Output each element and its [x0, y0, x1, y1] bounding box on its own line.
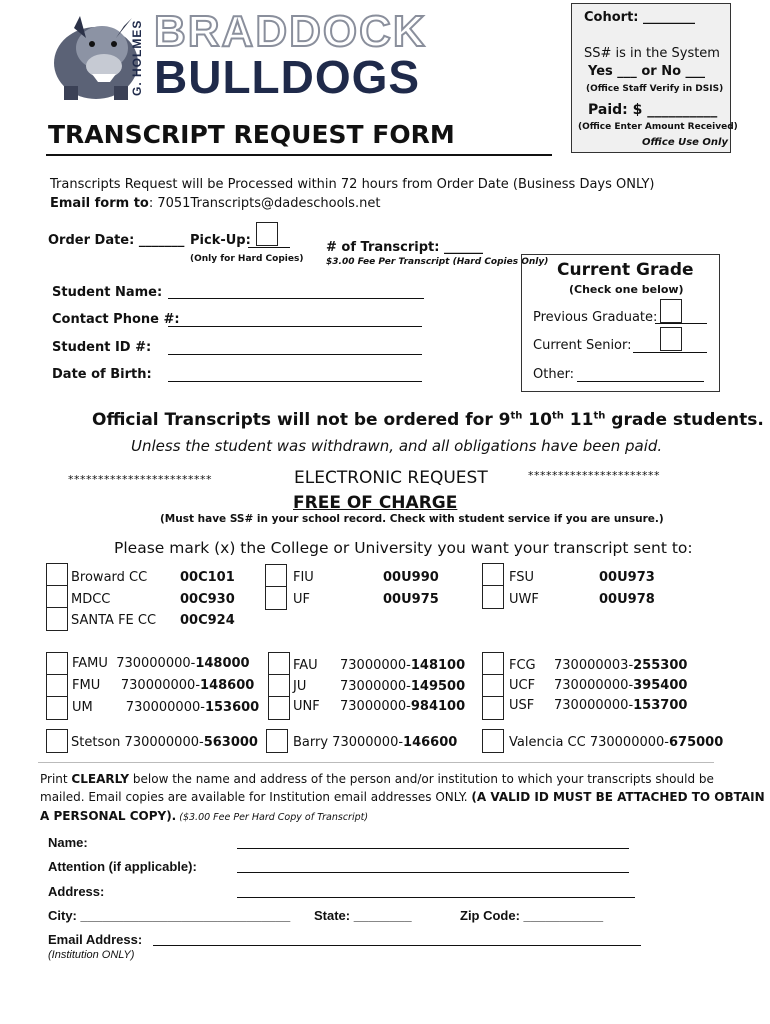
- bulldog-mascot-icon: [44, 8, 144, 103]
- address-input[interactable]: [237, 897, 635, 898]
- santafe-code: 00C924: [180, 613, 235, 628]
- sup-9: th: [510, 410, 523, 422]
- current-senior-checkbox[interactable]: [660, 327, 682, 351]
- print-g: ($3.00 Fee Per Hard Copy of Transcript): [176, 812, 369, 823]
- official-heading-d: grade students.: [605, 410, 764, 430]
- fmu-checkbox[interactable]: [46, 674, 68, 698]
- email-value: : 7051Transcripts@dadeschools.net: [148, 196, 381, 211]
- cohort-field[interactable]: Cohort: ________: [584, 10, 696, 25]
- usf-checkbox[interactable]: [482, 696, 504, 720]
- um-name: UM: [72, 700, 93, 715]
- contact-phone-label: Contact Phone #:: [52, 312, 180, 327]
- stars-right: **********************: [528, 469, 660, 482]
- address-label: Address:: [48, 884, 105, 899]
- fmu-entry: [72, 678, 254, 693]
- ucf-checkbox[interactable]: [482, 674, 504, 698]
- fmu-code: 148600: [200, 678, 255, 693]
- broward-name: Broward CC: [71, 570, 148, 585]
- famu-name: FAMU: [72, 656, 108, 671]
- fau-name: FAU: [293, 658, 318, 673]
- pickup-label: Pick-Up:: [190, 233, 251, 248]
- num-transcript-field[interactable]: # of Transcript: ______: [326, 240, 483, 255]
- official-heading-c: 11: [563, 410, 594, 430]
- institution-only-note: (Institution ONLY): [48, 949, 135, 961]
- student-name-label: Student Name:: [52, 285, 163, 300]
- fee-note: $3.00 Fee Per Transcript (Hard Copies Only): [326, 257, 549, 267]
- fau-code: 148100: [410, 658, 466, 673]
- order-date-field[interactable]: Order Date: _______: [48, 233, 185, 248]
- uwf-checkbox[interactable]: [482, 585, 504, 609]
- usf-name: USF: [509, 698, 535, 713]
- state-field[interactable]: State: ________: [314, 908, 412, 923]
- other-label: Other:: [533, 367, 575, 382]
- current-senior-line: [633, 352, 707, 353]
- student-id-input[interactable]: [168, 354, 422, 355]
- free-of-charge: FREE OF CHARGE: [293, 493, 458, 513]
- stetson-name: Stetson: [71, 735, 121, 750]
- barry-code: 146600: [403, 735, 458, 750]
- ju-code: 149500: [410, 679, 466, 694]
- valencia-pre: 730000000-: [585, 735, 669, 750]
- fmu-name: FMU: [72, 678, 101, 693]
- paid-field[interactable]: Paid: $ __________: [588, 102, 718, 118]
- city-field[interactable]: City: _____________________________: [48, 908, 291, 923]
- stetson-entry: [71, 735, 258, 750]
- famu-entry: [72, 656, 250, 671]
- valencia-entry: [509, 735, 723, 750]
- ju-checkbox[interactable]: [268, 674, 290, 698]
- uf-code: 00U975: [383, 592, 439, 607]
- fau-checkbox[interactable]: [268, 652, 290, 676]
- ss-system-label: SS# is in the System: [584, 46, 720, 61]
- email-notice: [50, 196, 380, 211]
- official-heading-b: 10: [522, 410, 552, 430]
- dob-input[interactable]: [168, 381, 422, 382]
- print-d: mailed. Email copies are available for Institution email addresses ONLY.: [40, 790, 472, 804]
- zip-field[interactable]: Zip Code: ___________: [460, 908, 604, 923]
- uwf-name: UWF: [509, 592, 539, 607]
- processing-notice: Transcripts Request will be Processed within 72 hours from Order Date (Business Days ONLY): [50, 177, 655, 192]
- unf-checkbox[interactable]: [268, 696, 290, 720]
- sup-10: th: [551, 410, 564, 422]
- pickup-line: [248, 247, 290, 248]
- valencia-checkbox[interactable]: [482, 729, 504, 753]
- print-b: CLEARLY: [71, 772, 130, 786]
- fmu-pre: 730000000-: [120, 678, 201, 693]
- mdcc-code: 00C930: [180, 592, 235, 607]
- ucf-number: [554, 678, 687, 693]
- ucf-name: UCF: [509, 678, 536, 693]
- sup-11: th: [593, 410, 606, 422]
- um-code: 153600: [204, 700, 260, 715]
- previous-graduate-line: [655, 323, 707, 324]
- print-f: A PERSONAL COPY).: [40, 809, 177, 823]
- valencia-code: 675000: [668, 735, 724, 750]
- ss-yes-no-field[interactable]: Yes ___ or No ___: [588, 64, 706, 79]
- print-c: below the name and address of the person and/or institution to which your transcripts should be: [129, 772, 714, 786]
- section-divider: [38, 762, 714, 763]
- recipient-name-label: Name:: [48, 835, 88, 850]
- contact-phone-input[interactable]: [168, 326, 422, 327]
- attention-input[interactable]: [237, 872, 629, 873]
- official-heading-a: Official Transcripts will not be ordered for 9: [92, 410, 511, 430]
- barry-checkbox[interactable]: [266, 729, 288, 753]
- dob-label: Date of Birth:: [52, 367, 152, 382]
- uf-name: UF: [293, 592, 310, 607]
- ucf-pre: 730000000-: [554, 678, 634, 693]
- barry-entry: [293, 735, 457, 750]
- fsu-name: FSU: [509, 570, 535, 585]
- stetson-code: 563000: [203, 735, 258, 750]
- fau-pre: 73000000-: [340, 658, 411, 673]
- unf-name: UNF: [293, 699, 320, 714]
- logo-line1: BRADDOCK: [154, 7, 427, 56]
- fcg-number: [554, 658, 687, 673]
- unf-number: [340, 699, 465, 714]
- um-entry: [72, 700, 259, 715]
- broward-code: 00C101: [180, 570, 235, 585]
- title-underline: [46, 154, 552, 156]
- fsu-code: 00U973: [599, 570, 655, 585]
- logo-line2: BULLDOGS: [154, 51, 421, 103]
- fiu-code: 00U990: [383, 570, 439, 585]
- official-heading: [92, 410, 764, 430]
- santafe-checkbox[interactable]: [46, 607, 68, 631]
- student-id-label: Student ID #:: [52, 340, 152, 355]
- ss-verify-note: (Office Staff Verify in DSIS): [586, 84, 724, 94]
- previous-graduate-checkbox[interactable]: [660, 299, 682, 323]
- stetson-pre: 730000000-: [120, 735, 204, 750]
- school-logo: [44, 8, 474, 103]
- fsu-checkbox[interactable]: [482, 563, 504, 587]
- fcg-code: 255300: [633, 658, 688, 673]
- broward-checkbox[interactable]: [46, 563, 68, 587]
- other-input[interactable]: [577, 381, 704, 382]
- print-a: Print: [40, 772, 72, 786]
- um-pre: 730000000-: [125, 700, 205, 715]
- usf-number: [554, 698, 687, 713]
- stars-left: ************************: [68, 473, 212, 486]
- famu-code: 148000: [195, 656, 250, 671]
- mdcc-name: MDCC: [71, 592, 111, 607]
- usf-pre: 730000000-: [554, 698, 634, 713]
- ju-name: JU: [293, 679, 307, 694]
- student-name-input[interactable]: [168, 298, 424, 299]
- fau-number: [340, 658, 465, 673]
- current-senior-label: Current Senior:: [533, 338, 632, 353]
- office-use-label: Office Use Only: [642, 137, 728, 148]
- office-use-box: [571, 3, 738, 153]
- fiu-checkbox[interactable]: [265, 564, 287, 588]
- santafe-name: SANTA FE CC: [71, 613, 157, 628]
- print-instruction-2: [40, 790, 765, 804]
- print-instruction-3: [40, 809, 368, 823]
- page-title: TRANSCRIPT REQUEST FORM: [48, 120, 455, 149]
- recipient-name-input[interactable]: [237, 848, 629, 849]
- um-checkbox[interactable]: [46, 696, 68, 720]
- email-address-label: Email Address:: [48, 932, 143, 947]
- pickup-checkbox[interactable]: [256, 222, 278, 246]
- stetson-checkbox[interactable]: [46, 729, 68, 753]
- unf-pre: 73000000-: [340, 699, 411, 714]
- uf-checkbox[interactable]: [265, 586, 287, 610]
- uwf-code: 00U978: [599, 592, 655, 607]
- pickup-note: (Only for Hard Copies): [190, 254, 304, 264]
- valencia-name: Valencia CC: [509, 735, 586, 750]
- ju-number: [340, 679, 465, 694]
- email-address-input[interactable]: [153, 945, 641, 946]
- ucf-code: 395400: [633, 678, 688, 693]
- fiu-name: FIU: [293, 570, 314, 585]
- unf-code: 984100: [410, 699, 466, 714]
- famu-checkbox[interactable]: [46, 652, 68, 676]
- usf-code: 153700: [633, 698, 688, 713]
- logo-side-text: G. HOLMES: [130, 19, 144, 96]
- barry-pre: 73000000-: [328, 735, 404, 750]
- email-label: Email form to: [50, 196, 149, 211]
- fcg-checkbox[interactable]: [482, 652, 504, 676]
- official-sub: Unless the student was withdrawn, and all obligations have been paid.: [131, 437, 663, 455]
- mdcc-checkbox[interactable]: [46, 585, 68, 609]
- barry-name: Barry: [293, 735, 329, 750]
- paid-note: (Office Enter Amount Received): [578, 122, 738, 132]
- previous-graduate-label: Previous Graduate:: [533, 310, 658, 325]
- ju-pre: 73000000-: [340, 679, 411, 694]
- famu-pre: 730000000-: [116, 656, 196, 671]
- print-e: (A VALID ID MUST BE ATTACHED TO OBTAIN: [471, 790, 765, 804]
- please-mark-instruction: Please mark (x) the College or University you want your transcript sent to:: [114, 539, 693, 557]
- grade-title: Current Grade: [557, 260, 694, 280]
- print-instruction-1: [40, 772, 714, 786]
- fcg-pre: 730000003-: [554, 658, 634, 673]
- fcg-name: FCG: [509, 658, 536, 673]
- ss-note: (Must have SS# in your school record. Check with student service if you are unsure.): [160, 513, 664, 525]
- electronic-request-label: ELECTRONIC REQUEST: [294, 468, 488, 488]
- attention-label: Attention (if applicable):: [48, 859, 197, 874]
- grade-subtitle: (Check one below): [569, 283, 684, 296]
